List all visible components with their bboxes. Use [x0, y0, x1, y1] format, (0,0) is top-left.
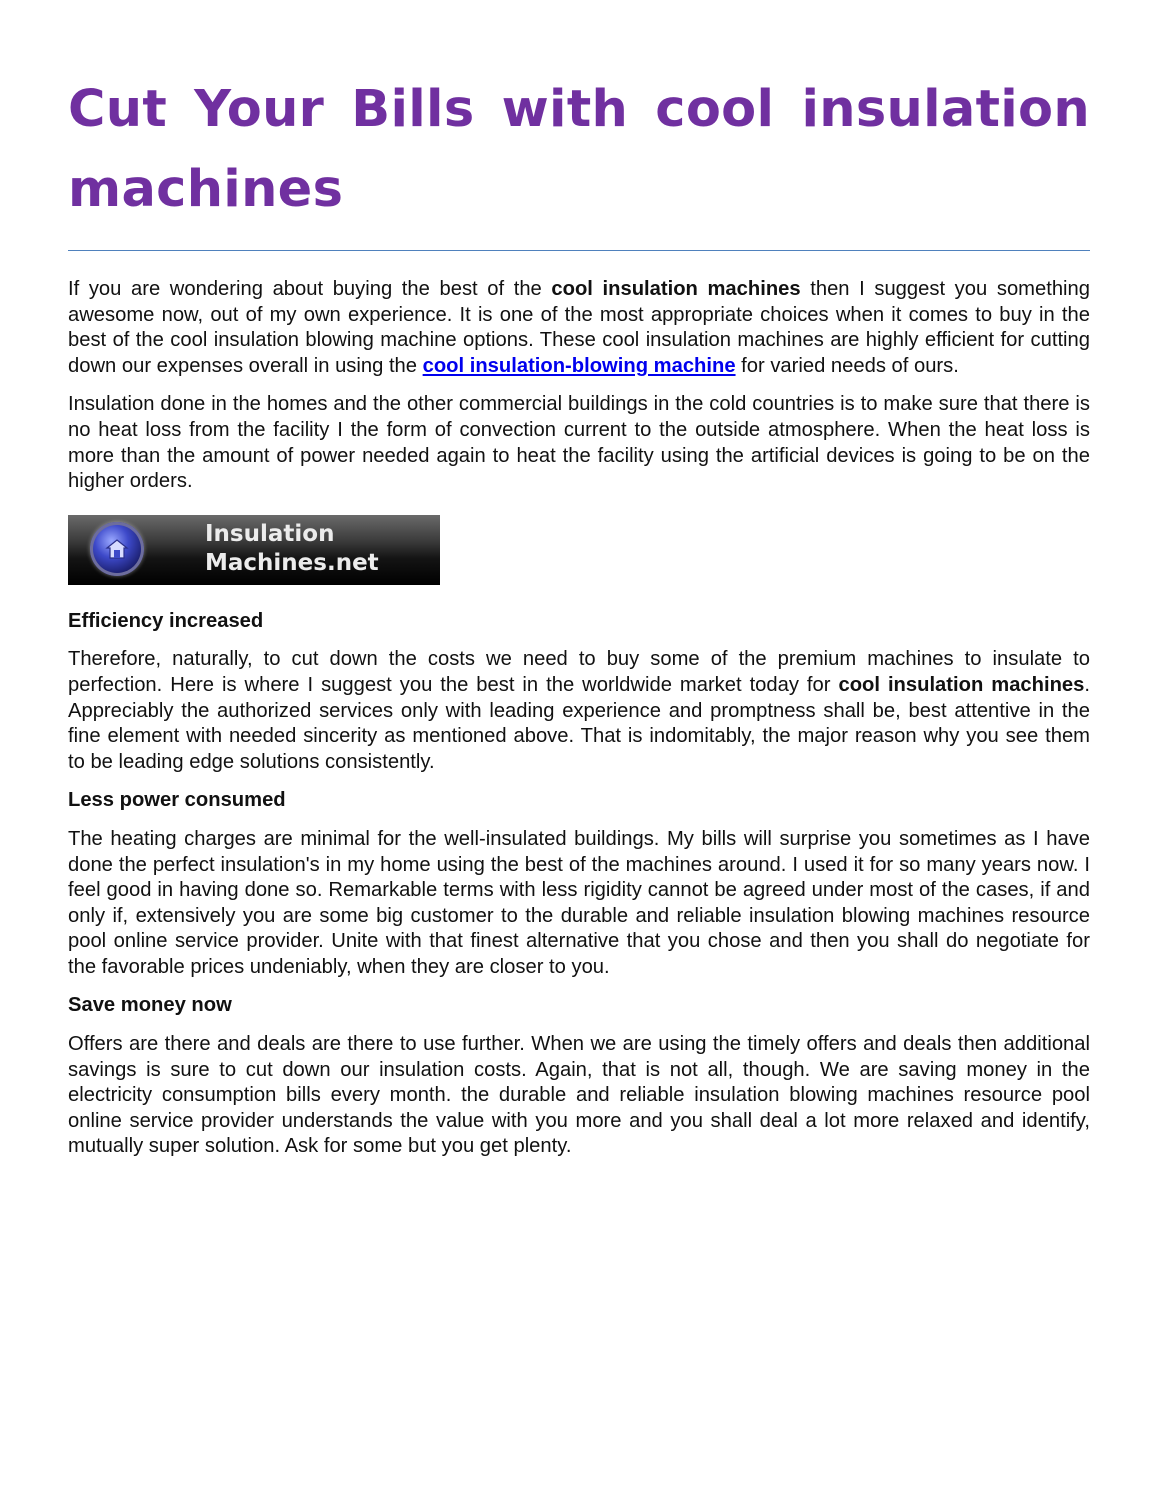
efficiency-text-1: Therefore, naturally, to cut down the costs we need to buy some of the premium machines to insulate to perfection. Here is where I suggest you the best in the worldwide market today for	[68, 648, 1090, 696]
title-divider	[68, 250, 1090, 251]
logo-container	[68, 515, 1090, 585]
document-page	[68, 0, 1090, 1160]
logo-wordmark	[205, 520, 379, 578]
logo-line-2: Machines.net	[205, 549, 379, 576]
intro-text-1: If you are wondering about buying the best of the	[68, 278, 552, 300]
save-money-paragraph: Offers are there and deals are there to use further. When we are using the timely offers and deals then additional savings is sure to cut down our insulation costs. Again, that is not all, though. We are saving money in the electricity consumption bills every month. the durable and reliable insulation blowing machines resource pool online service provider understands the value with you more and you shall deal a lot more relaxed and identify, mutually super solution. Ask for some but you get plenty.	[68, 1033, 1090, 1158]
insulation-paragraph: Insulation done in the homes and the other commercial buildings in the cold countries is to make sure that there is no heat loss from the facility I the form of convection current to the outside atmosphere. When the heat loss is more than the amount of power needed again to heat the facility using the artificial devices is going to be on the higher orders.	[68, 393, 1090, 493]
cool-insulation-blowing-machine-link[interactable]: cool insulation-blowing machine	[422, 354, 736, 377]
page-title: Cut Your Bills with cool insulation machines	[68, 80, 1090, 219]
heading-less-power-consumed: Less power consumed	[68, 789, 286, 812]
efficiency-paragraph	[68, 647, 1090, 775]
heading-save-money-now: Save money now	[68, 994, 232, 1017]
intro-text-2: then I suggest you something awesome now, out of my own experience. It is one of the most appropriate choices when it comes to buy in the best of the cool insulation blowing machine options. These cool insulation machines are highly efficient for cutting down our expenses overall in using the	[68, 278, 1090, 377]
logo-line-1: Insulation	[205, 520, 335, 547]
efficiency-bold-phrase: cool insulation machines	[838, 673, 1085, 696]
heading-efficiency-increased: Efficiency increased	[68, 609, 264, 632]
intro-bold-phrase: cool insulation machines	[551, 278, 801, 300]
intro-text-3: for varied needs of ours.	[735, 354, 959, 377]
power-paragraph: The heating charges are minimal for the well-insulated buildings. My bills will surprise you sometimes as I have done the perfect insulation's in my home using the best of the machines around. I used it for so many years now. I feel good in having done so. Remarkable terms with less rigidity cannot be agreed under most of the cases, if and only if, extensively you are some big customer to the durable and reliable insulation blowing machines resource pool online service provider. Unite with that finest alternative that you chose and then you shall do negotiate for the favorable prices undeniably, when they are closer to you.	[68, 827, 1090, 978]
house-globe-icon	[90, 522, 144, 576]
insulation-machines-logo	[68, 515, 440, 585]
efficiency-text-2: . Appreciably the authorized services only with leading experience and promptness shall be, best attentive in the fine element with needed sincerity as mentioned above. That is indomitably, the major reason why you see them to be leading edge solutions consistently.	[68, 673, 1090, 773]
intro-paragraph	[68, 277, 1090, 379]
